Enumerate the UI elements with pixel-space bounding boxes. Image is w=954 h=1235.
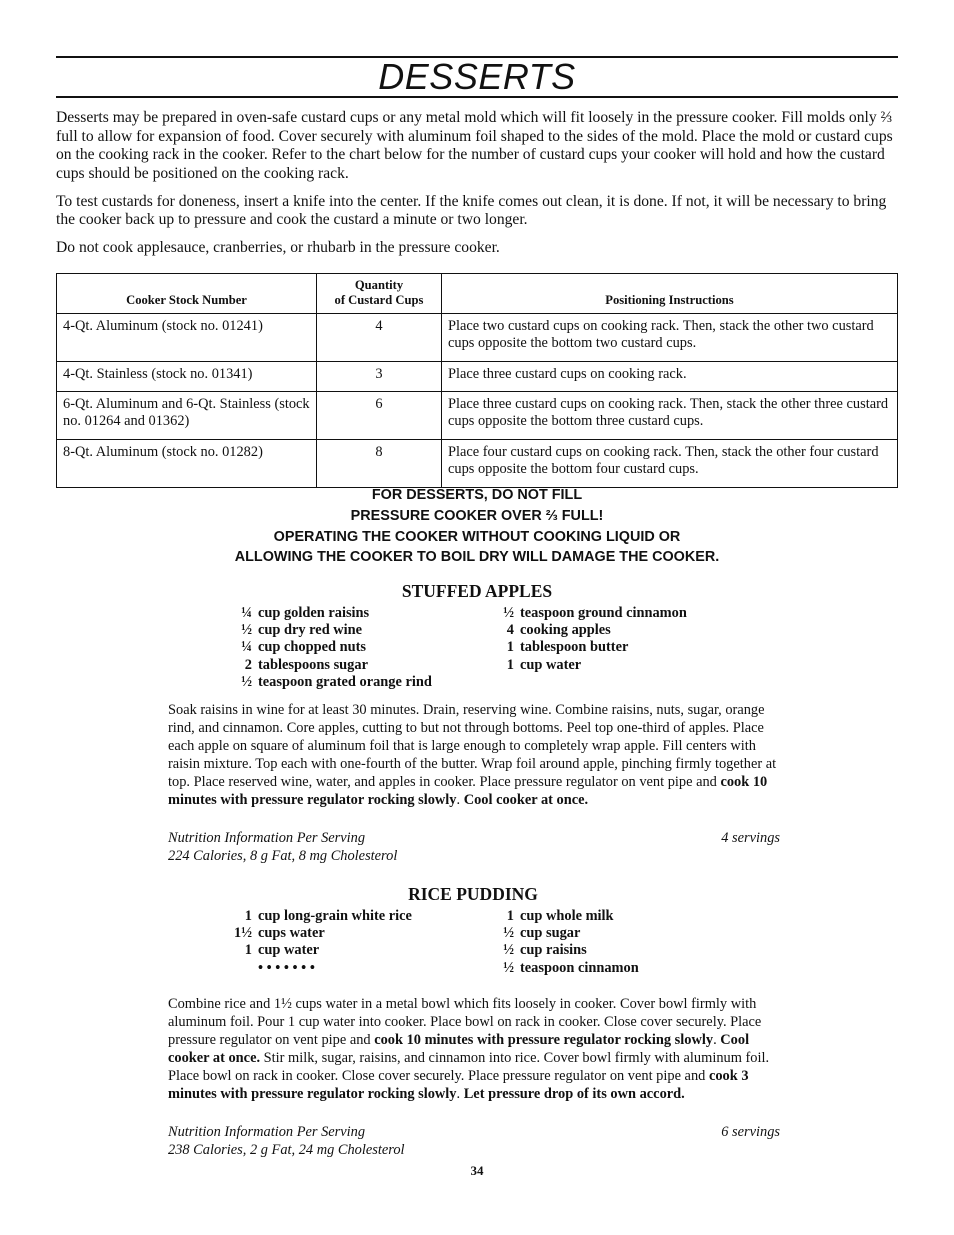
ingredient-name: cup chopped nuts [258, 639, 366, 656]
ingredient-qty: 1 [506, 639, 514, 656]
ingredient-row [226, 925, 412, 942]
ingredients-left [226, 908, 412, 977]
warning-line: ALLOWING THE COOKER TO BOIL DRY WILL DAMAGE THE COOKER. [234, 549, 720, 566]
method-text: Stir milk, sugar, raisins, and cinnamon into rice. Cover bowl firmly with aluminum foil. Place bowl on rack in cooker. Close cover securely. Place pressure regulator on vent pipe and [168, 1050, 770, 1084]
ingredient-qty: ¼ [241, 639, 252, 656]
method-text-bold: cook 10 minutes with pressure regulator rocking slowly [168, 774, 768, 808]
table-row [57, 314, 898, 362]
cell-quantity: 8 [317, 439, 442, 487]
method-text: Soak raisins in wine for at least 30 minutes. Drain, reserving wine. Combine raisins, nuts, sugar, orange rind, and cinnamon. Core apples, cutting to but not through bottoms. Peel top one-third of apples. Place each apple on square of aluminum foil that is large enough to completely wrap apple. Fill centers with raisin mixture. Top each with one-fourth of the butter. Wrap foil around apple, pinching firmly together at top. Place reserved wine, water, and apples in cooker. Place pressure regulator on vent pipe and [168, 702, 777, 790]
header-quantity-line1: Quantity [354, 278, 404, 292]
cell-quantity: 4 [317, 314, 442, 362]
table-row [57, 361, 898, 392]
nutrition-rice-pudding [168, 1123, 780, 1159]
warning-line: OPERATING THE COOKER WITHOUT COOKING LIQUID OR [273, 528, 681, 545]
method-text-bold: cook 10 minutes with pressure regulator rocking slowly [374, 1032, 714, 1048]
method-text: Combine rice and 1½ cups water in a metal bowl which fits loosely in cooker. Cover bowl firmly with aluminum foil. Pour 1 cup water into cooker. Place bowl on rack in cooker. Close cover securely. Place pressure regulator on vent pipe and [168, 996, 762, 1048]
warning-line: FOR DESSERTS, DO NOT FILL [371, 487, 583, 503]
ingredient-name: cup dry red wine [258, 622, 363, 639]
ingredient-qty: ½ [503, 925, 514, 942]
ingredient-name: tablespoons sugar [258, 656, 368, 673]
ingredient-qty: ½ [241, 622, 252, 639]
cell-instructions: Place three custard cups on cooking rack. Then, stack the other three custard cups opposite the bottom three custard cups. [442, 392, 898, 440]
method-text: . [713, 1032, 721, 1048]
ingredient-row [494, 605, 687, 622]
ingredient-row [494, 657, 687, 674]
cell-quantity: 3 [317, 361, 442, 392]
ingredients-left [232, 605, 432, 691]
ingredient-name: cup raisins [520, 942, 587, 959]
ingredient-qty: ¼ [241, 605, 252, 621]
ingredient-qty: 4 [506, 622, 514, 639]
ingredient-name: cup golden raisins [258, 605, 370, 621]
ingredient-name: cooking apples [520, 622, 611, 639]
servings-count: 6 servings [721, 1124, 780, 1140]
ingredient-name: teaspoon grated orange rind [258, 673, 432, 690]
header-quantity [317, 274, 442, 314]
intro-section [56, 109, 898, 267]
table-row [57, 439, 898, 487]
cell-stock: 4-Qt. Stainless (stock no. 01341) [57, 361, 317, 392]
ingredient-row [232, 605, 432, 622]
method-text: . [456, 792, 464, 808]
ingredient-row [232, 622, 432, 639]
cell-instructions: Place two custard cups on cooking rack. Then, stack the other two custard cups opposite the bottom two custard cups. [442, 314, 898, 362]
ingredient-qty: 1 [244, 908, 252, 924]
method-text: . [456, 1086, 464, 1102]
ingredient-row [494, 942, 639, 959]
ingredient-row [494, 622, 687, 639]
nutrition-stuffed-apples [168, 829, 780, 865]
warning-notice [56, 485, 898, 568]
ingredient-name: teaspoon ground cinnamon [520, 605, 687, 621]
ingredient-row [226, 960, 412, 977]
method-rice-pudding [168, 995, 780, 1103]
ingredient-name: cups water [258, 925, 325, 942]
ingredient-qty: ½ [503, 605, 514, 621]
ingredient-qty: ½ [503, 942, 514, 959]
method-text-bold: Cool cooker at once. [168, 1032, 750, 1066]
intro-paragraph: Do not cook applesauce, cranberries, or rhubarb in the pressure cooker. [56, 239, 500, 256]
ingredient-row [494, 960, 639, 977]
nutrition-values: 224 Calories, 8 g Fat, 8 mg Cholesterol [168, 848, 398, 864]
ingredient-qty: ½ [241, 673, 252, 690]
cell-instructions: Place three custard cups on cooking rack. [442, 361, 898, 392]
custard-cup-chart [56, 273, 898, 488]
page-title: DESSERTS [378, 56, 576, 97]
table-row [57, 392, 898, 440]
header-positioning: Positioning Instructions [442, 274, 898, 314]
ingredient-qty: 1 [506, 656, 514, 673]
ingredients-right [494, 908, 639, 977]
ingredient-row [232, 657, 432, 674]
nutrition-label: Nutrition Information Per Serving [168, 830, 366, 846]
method-text-bold: Cool cooker at once. [463, 792, 589, 808]
ingredient-row [494, 639, 687, 656]
ingredient-name: tablespoon butter [520, 639, 629, 656]
bottom-rule [56, 96, 898, 98]
ingredient-qty: 1 [506, 908, 514, 924]
cell-stock: 6-Qt. Aluminum and 6-Qt. Stainless (stock no. 01264 and 01362) [57, 392, 317, 440]
page-number: 34 [470, 1163, 484, 1178]
cell-stock: 4-Qt. Aluminum (stock no. 01241) [57, 314, 317, 362]
ingredient-name: cup water [258, 942, 320, 959]
ingredients-right [494, 605, 687, 674]
cell-quantity: 6 [317, 392, 442, 440]
method-stuffed-apples [168, 701, 780, 809]
recipe-title-rice-pudding: RICE PUDDING [408, 884, 538, 904]
ingredient-name: cup long-grain white rice [258, 908, 412, 924]
header-stock-number: Cooker Stock Number [57, 274, 317, 314]
nutrition-values: 238 Calories, 2 g Fat, 24 mg Cholesterol [168, 1142, 405, 1158]
servings-count: 4 servings [721, 830, 780, 846]
cell-stock: 8-Qt. Aluminum (stock no. 01282) [57, 439, 317, 487]
ingredient-name: cup whole milk [520, 908, 614, 924]
method-text-bold: cook 3 minutes with pressure regulator rocking slowly [168, 1068, 749, 1102]
ingredient-row [226, 942, 412, 959]
ingredient-row [226, 908, 412, 925]
separator-dots: • • • • • • • [258, 959, 315, 976]
ingredient-qty: 1½ [234, 925, 252, 942]
ingredient-name: teaspoon cinnamon [520, 959, 639, 976]
recipe-title-stuffed-apples: STUFFED APPLES [401, 581, 553, 601]
ingredient-row [494, 908, 639, 925]
ingredient-row [494, 925, 639, 942]
ingredient-qty: 2 [244, 656, 252, 673]
intro-paragraph: Desserts may be prepared in oven-safe custard cups or any metal mold which will fit loosely in the pressure cooker. Fill molds only ⅔ full to allow for expansion of food. Cover securely with aluminum foil shaped to the sides of the mold. Place the mold or custard cups on the cooking rack in the cooker. Refer to the chart below for the number of custard cups your cooker will hold and how the custard cups should be positioned on the cooking rack. [56, 109, 893, 182]
warning-line: PRESSURE COOKER OVER ⅔ FULL! [350, 507, 604, 524]
intro-paragraph: To test custards for doneness, insert a knife into the center. If the knife comes out clean, it is done. If not, it will be necessary to bring the cooker back up to pressure and cook the custard a minute or two longer. [56, 192, 887, 228]
nutrition-label: Nutrition Information Per Serving [168, 1124, 366, 1140]
method-text-bold: Let pressure drop of its own accord. [463, 1086, 685, 1102]
ingredient-row [232, 639, 432, 656]
header-quantity-line2: of Custard Cups [334, 293, 424, 307]
cell-instructions: Place four custard cups on cooking rack. Then, stack the other four custard cups opposite the bottom four custard cups. [442, 439, 898, 487]
ingredient-qty: ½ [503, 959, 514, 976]
ingredient-name: cup sugar [520, 925, 581, 942]
ingredient-name: cup water [520, 656, 582, 673]
ingredient-row [232, 674, 432, 691]
chart-header-row [57, 274, 898, 314]
ingredient-qty: 1 [244, 942, 252, 959]
